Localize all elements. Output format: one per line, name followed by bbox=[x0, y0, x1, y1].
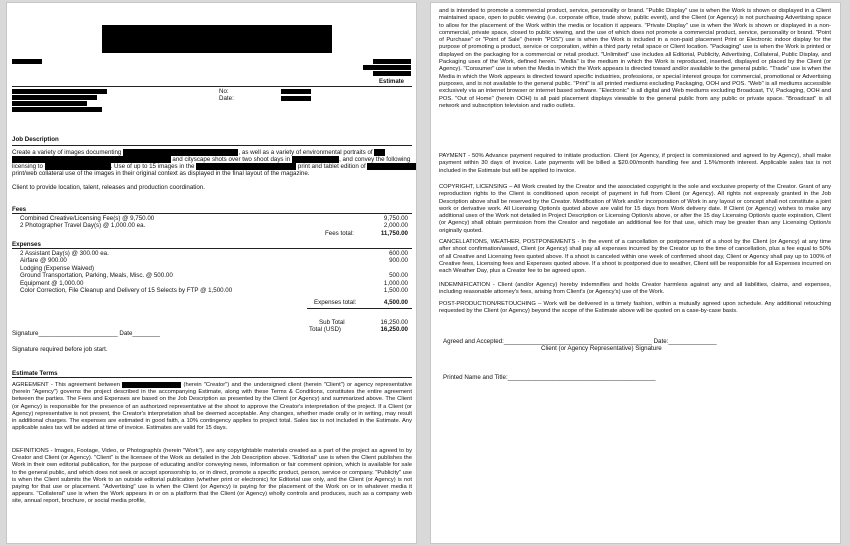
job-text-fragment: Create a variety of images documenting bbox=[12, 149, 122, 156]
redacted-contact bbox=[373, 59, 411, 64]
payment-paragraph: PAYMENT - 50% Advance payment required to initiate production. Client (or Agency, if project is commissioned and agreed to by Agency), shall make payment within 30 days of invoice. Late payments will be billed a $20.00/month handling fee and 1.5%/month interest. Applicable sales tax is not included in the Estimate but will be applied to invoice. bbox=[439, 153, 831, 174]
expenses-heading: Expenses bbox=[12, 241, 41, 248]
redacted-contact bbox=[373, 71, 411, 76]
redacted-address bbox=[12, 59, 42, 64]
estimate-label: Estimate bbox=[379, 79, 405, 85]
agreement-text: (herein "Creator") and the undersigned client (herein "Client") or agency representative (herein "Agency") governs the project described in the accompanying Estimate, along with these Terms & Conditions, constitutes the entire agreement between the parties. The Fees and Expenses are based on the Job Description as presented by the Client (or Agency) and summarized above. The Client (or Agency) is responsible for the presence of an authorized representative at the shoot to approve the Creator's interpretation of the project. If a Client (or Agency) representative is not present, the Creator's interpretation shall be deemed acceptable. Any changes, whether made orally or in writing, may result in additional charges. The expenses are estimated in good faith, a 10% contingency applies to project total. Sales tax is not included in the Estimate. Any applicable sales tax will be added at time of invoice. Estimates are valid for 15 days. bbox=[12, 382, 412, 432]
cancellations-paragraph: CANCELLATIONS, WEATHER, POSTPONEMENTS - In the event of a cancellation or postponement of a shoot by the Client (or Agency) at any time after shoot confirmation/award, Client (or Agency) shall pay all expenses incurred by the Creator up to the time of cancellation, plus a fee equal to 50% of all Creative and Licensing fees quoted above. If a shoot is canceled within one week of confirmed shoot day, Client or Agency shall pay up to 100% of Creative fees, Licensing fees and Expenses quoted above. If a shoot is postponed due to weather, Client will be responsible for all Expenses incurred on each Weather Day, plus a Creator fee to be agreed upon. bbox=[439, 239, 831, 275]
divider bbox=[12, 86, 412, 87]
divider bbox=[12, 248, 412, 249]
signature-caption: Client (or Agency Representative) Signature bbox=[541, 345, 662, 352]
estimate-number-label: No: bbox=[219, 88, 229, 95]
expense-item-label: Color Correction, File Cleanup and Delivery of 15 Selects by FTP @ 1,500.00 bbox=[20, 287, 233, 294]
redacted-logo bbox=[102, 25, 332, 53]
expense-item-amount: 1,000.00 bbox=[383, 279, 408, 287]
redacted-text bbox=[196, 163, 296, 170]
job-text-fragment: , and convey the following bbox=[339, 156, 411, 163]
indemnification-paragraph: INDEMNIFICATION - Client (and/or Agency) hereby indemnifies and holds Creator harmless against any and all liabilities, claims, and expenses, including reasonable attorney's fees, arising from Client's (or Agency's) use of the Work. bbox=[439, 282, 831, 296]
redacted-date bbox=[281, 96, 311, 101]
copyright-paragraph: COPYRIGHT, LICENSING – All Work created by the Creator and the associated copyright is the sole and exclusive property of the Creator. Grant of any reproduction rights to the Client is conditioned upon receipt of payment in full from Client (or Agency). All rights not expressly granted in the Job Description above shall be reserved by the Creator. Modification of Work and/or incorporation of Work in any layout or concept shall not constitute a joint work or derivative work. All Licensing Option/s quoted above are valid for 15 days from Work delivery date. If Client (or Agency) wishes to make any additional uses of the Work not detailed in Project Description or Licensing Option/s above, or after the 15 day Licensing Option/s quote expiration, Client (or Agency) shall obtain permission from the Creator and negotiate an additional fee for that use, which may be greater than any Licensing Option/s originally quoted. bbox=[439, 184, 831, 234]
job-description-heading: Job Description bbox=[12, 136, 59, 143]
job-text-fragment: , as well as a variety of environmental portraits of bbox=[238, 149, 373, 156]
expense-item-amount: 1,500.00 bbox=[383, 287, 408, 294]
redacted-text bbox=[122, 382, 181, 388]
redacted-text bbox=[12, 156, 171, 163]
redacted-text bbox=[45, 163, 111, 170]
redacted-contact bbox=[363, 65, 411, 70]
expenses-total-label: Expenses total: bbox=[314, 299, 357, 306]
expense-item-label: Lodging (Expense Waived) bbox=[20, 264, 95, 272]
redacted-text bbox=[123, 149, 238, 156]
postproduction-paragraph: POST-PRODUCTION/RETOUCHING – Work will be delivered in a timely fashion, within a mutually agreed upon schedule. Any additional retouching requested by the Client (or Agency) beyond the scope of the Estimate above will be quoted on a case-by-case basis. bbox=[439, 301, 831, 315]
fee-item-label: 2 Photographer Travel Day(s) @ 1,000.00 ea. bbox=[20, 222, 146, 229]
job-text-fragment: and cityscape shots over two shoot days in bbox=[172, 156, 291, 163]
redacted-text bbox=[374, 149, 384, 156]
fee-item-label: Combined Creative/Licensing Fee(s) @ 9,750.00 bbox=[20, 215, 155, 222]
divider bbox=[307, 308, 412, 309]
total-value: 16,250.00 bbox=[380, 326, 408, 333]
divider bbox=[12, 377, 412, 378]
agreement-paragraph bbox=[12, 382, 412, 432]
signature-note: Signature required before job start. bbox=[12, 346, 108, 353]
redacted-number bbox=[281, 89, 311, 94]
definitions-continued: and is intended to promote a commercial product, service, personality or brand. "Public Display" use is when the Work is shown or displayed in a Client maintained space, open to public viewing (i.e. corporate office, trade show, public event), and the Client (or Agency) is not purchasing Advertising space to allow for the placement of the Work within the media or location it appears. "Private Display" use is when the Work is shown or displayed in a non-commercial, private space, closed to public viewing, and the use of which does not promote a commercial product, service, personality or brand. "Point of Purchase" or "Point of Sale" (herein "POS") use is when the Work is included in a non-paid placement Print or Electronic indoor display for the purpose of promoting a product, service or corporation, within a third party retail space or Client location. "Packaging" use is when the Work is printed or displayed on the packaging for a commercial or retail product. "Unlimited" use includes all Editorial, Publicity, Advertising, Collateral, Public Display, and Packaging uses of the Work, defined herein. "Media" is the medium in which the Work is reproduced, inserted, displayed or placed by the Client (or Agency). "Consumer" use is when the Media in which the Work appears is directed toward and/or available to the general public. "Trade" use is when the Media in which the Work appears is directed toward specific industries, professions, or special interest groups for commercial, promotional or Advertising purposes, and is not available to the general public. "Print" is all printed mediums excluding Packaging, OOH and POS. "Web" is all mediums accessible exclusively via an internet browser or internet based software. "Electronic" is all digital and Web mediums excluding Broadcast, TV, Packaging, OOH and POS. "Out of Home" (herein OOH) is all paid placement displays viewable to the general public from any public or private space. "Broadcast" is all network and subscription television and radio outlets. bbox=[439, 8, 832, 109]
fee-item-amount: 2,000.00 bbox=[383, 222, 408, 229]
job-text-fragment: licensing to bbox=[12, 163, 43, 170]
estimate-date-label: Date: bbox=[219, 95, 234, 102]
expense-item-label: Equipment @ 1,000.00 bbox=[20, 279, 84, 287]
redacted-client bbox=[12, 101, 87, 106]
fees-total-value: 11,750.00 bbox=[380, 230, 408, 237]
job-text-fragment: print and tablet edition of bbox=[297, 163, 366, 170]
redacted-client bbox=[12, 89, 107, 94]
redacted-client bbox=[12, 107, 102, 112]
fees-heading: Fees bbox=[12, 206, 27, 213]
client-provides-line: Client to provide location, talent, releases and production coordination. bbox=[12, 184, 205, 191]
expenses-total-value: 4,500.00 bbox=[383, 299, 408, 306]
expense-item-label: 2 Assistant Day(s) @ 300.00 ea. bbox=[20, 250, 109, 257]
fees-total-label: Fees total: bbox=[325, 230, 354, 237]
expense-item-amount: 500.00 bbox=[389, 272, 408, 280]
expense-item-label: Ground Transportation, Parking, Meals, Misc. @ 500.00 bbox=[20, 272, 173, 280]
total-label: Total (USD) bbox=[309, 326, 341, 333]
job-text-fragment: . Use of up to 15 images in the bbox=[110, 163, 195, 170]
divider bbox=[12, 213, 412, 214]
subtotal-label: Sub Total bbox=[319, 319, 345, 326]
expense-item-amount: 600.00 bbox=[389, 250, 408, 257]
expense-item-label: Airfare @ 900.00 bbox=[20, 257, 67, 265]
agreement-text: AGREEMENT - This agreement between bbox=[12, 382, 120, 388]
estimate-terms-heading: Estimate Terms bbox=[12, 370, 58, 377]
divider bbox=[12, 145, 412, 146]
printed-name-line: Printed Name and Title:___________________________________________ bbox=[443, 374, 656, 381]
signature-line: Signature_______________________ Date________ bbox=[12, 330, 160, 337]
redacted-text bbox=[292, 156, 339, 163]
redacted-text bbox=[367, 163, 417, 170]
fee-item-amount: 9,750.00 bbox=[383, 215, 408, 222]
estimate-page-2 bbox=[430, 2, 841, 544]
job-text-line-4: print/web collateral use of the images in their original context as displayed in the final layout of the magazine. bbox=[12, 170, 310, 177]
subtotal-value: 16,250.00 bbox=[380, 319, 408, 326]
expense-item-amount: 900.00 bbox=[389, 257, 408, 265]
redacted-client bbox=[12, 95, 97, 100]
definitions-paragraph: DEFINITIONS - Images, Footage, Video, or Photograph/s (herein "Work"), are any copyrightable materials created as a part of the project as agreed to by Creator and Client (or Agency). "Client" is the licensee of the Work as detailed in the Job Description above. "Editorial" use is when the Client publishes the Work in their own editorial publication, for the purpose of educating and/or conveying news, information or fair comment opinion, which is available for sale to the general public, and which does not seek or accept sponsorship to, or in direct, promote a specific product, person, service or company. "Publicity" use is when the Client submits the Work to an outside editorial publication (whether print or electronic) for Editorial use only, and the Client (or Agency) is not paying for that use or placement. "Advertising" use is when the Client (or Agency) is paying for the placement of the Work on or in whatever media it appears. "Collateral" use is when the Work appears in or on a platform that the Client (or Agency) wholly controls and produces, such as a company web site, annual report, brochure, or social media profile, bbox=[12, 448, 412, 505]
estimate-page-1 bbox=[6, 2, 417, 544]
agreed-accepted-line: Agreed and Accepted:___________________________________________ Date:______________ bbox=[443, 338, 717, 345]
